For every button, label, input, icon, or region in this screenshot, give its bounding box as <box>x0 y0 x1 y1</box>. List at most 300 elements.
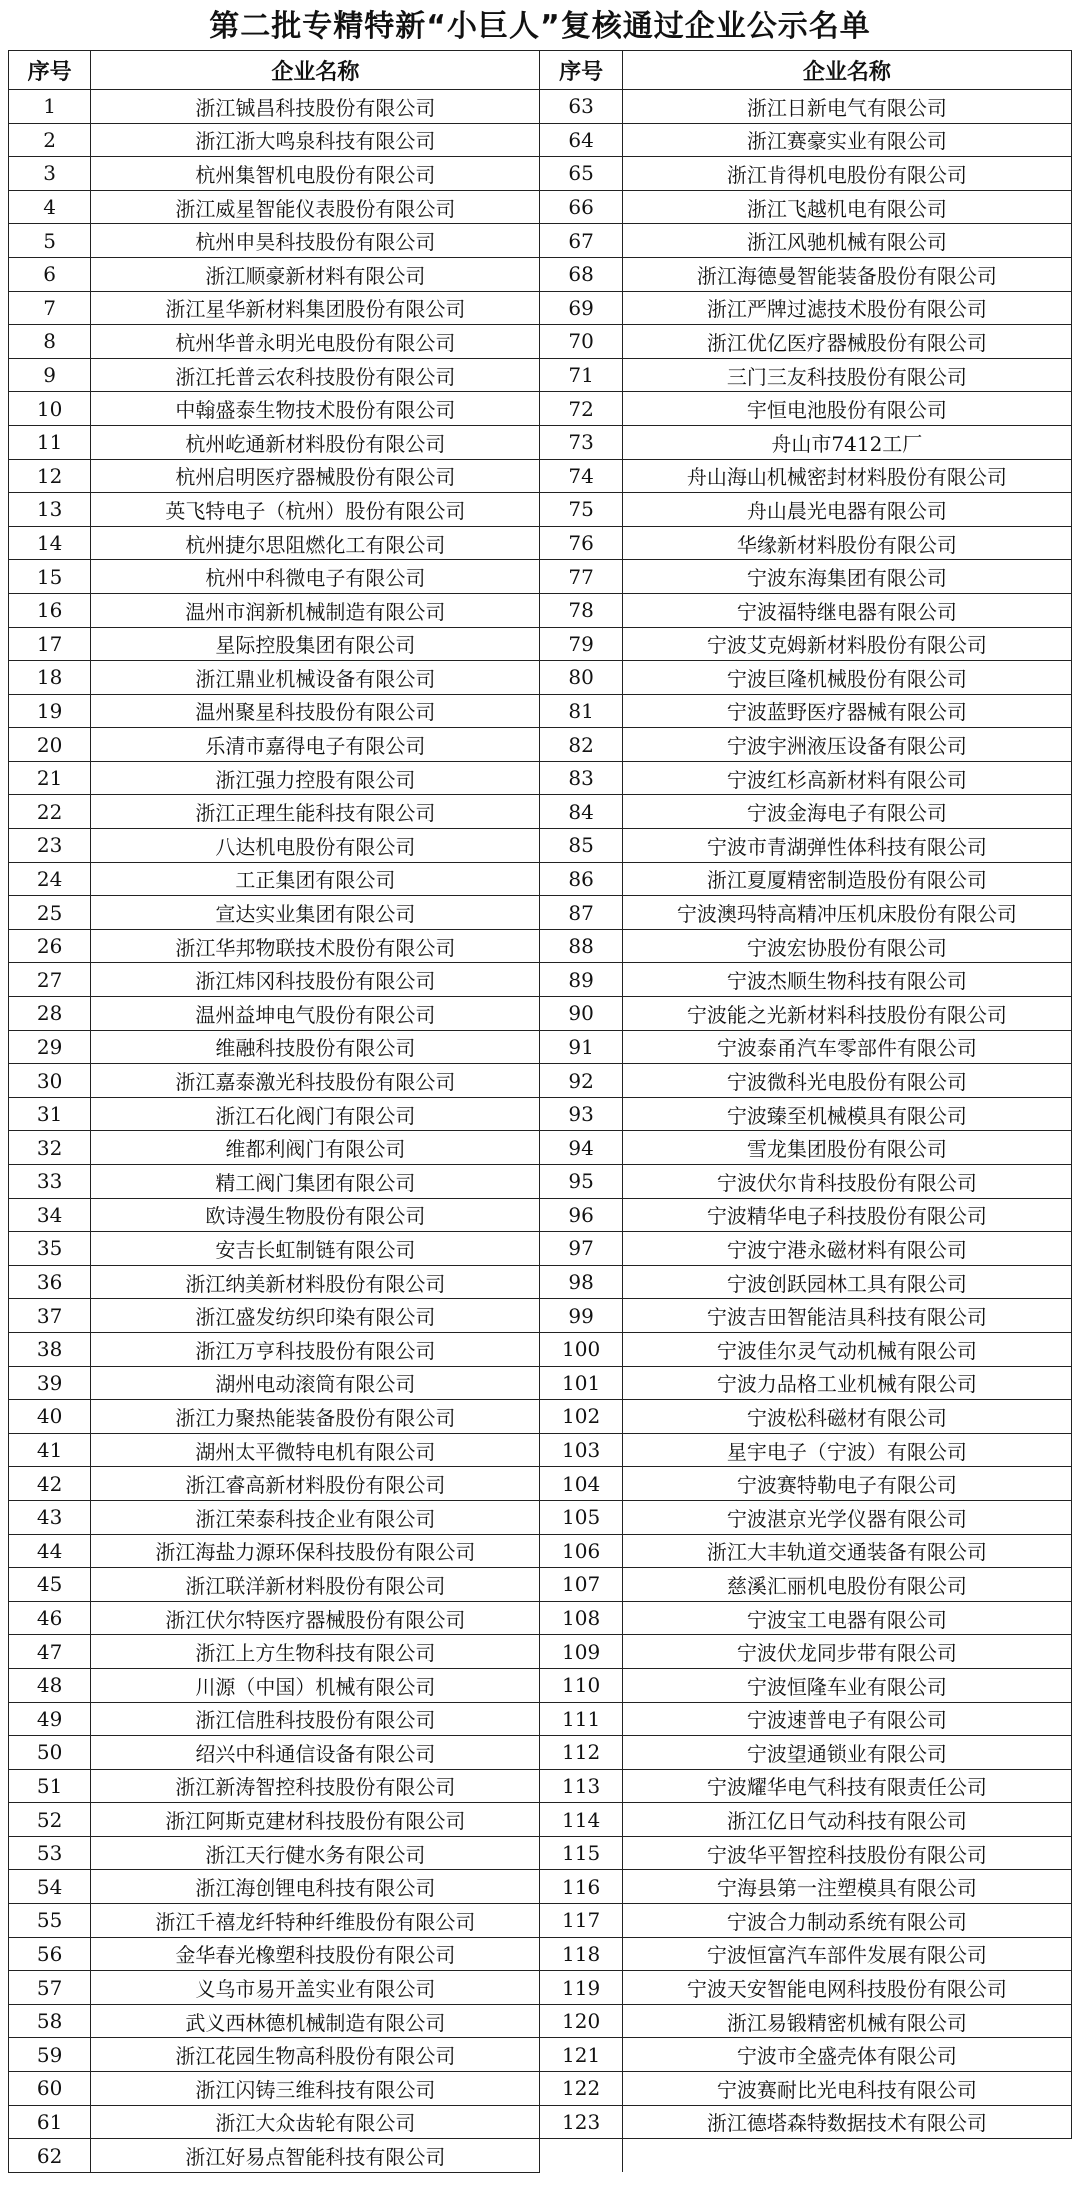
company-name-left: 精工阀门集团有限公司 <box>91 1165 540 1199</box>
company-name-right: 宁波杰顺生物科技有限公司 <box>622 963 1071 997</box>
company-name-right: 舟山市7412工厂 <box>622 425 1071 459</box>
company-name-left: 浙江炜冈科技股份有限公司 <box>91 963 540 997</box>
company-name-left: 杭州华普永明光电股份有限公司 <box>91 325 540 359</box>
company-name-left: 英飞特电子（杭州）股份有限公司 <box>91 493 540 527</box>
company-name-left: 维都利阀门有限公司 <box>91 1131 540 1165</box>
row-number-right: 99 <box>540 1299 622 1333</box>
table-row <box>9 157 1072 191</box>
company-name-left: 浙江联洋新材料股份有限公司 <box>91 1568 540 1602</box>
row-number-right: 110 <box>540 1668 622 1702</box>
company-name-right: 宁波耀华电气科技有限责任公司 <box>622 1769 1071 1803</box>
company-name-right: 宁波松科磁材有限公司 <box>622 1400 1071 1434</box>
table-row <box>9 1870 1072 1904</box>
company-name-left: 温州市润新机械制造有限公司 <box>91 593 540 627</box>
row-number-right: 98 <box>540 1265 622 1299</box>
row-number-right: 70 <box>540 325 622 359</box>
row-number-right: 116 <box>540 1870 622 1904</box>
company-name-left: 浙江闪铸三维科技有限公司 <box>91 2072 540 2106</box>
row-number-left: 46 <box>9 1601 91 1635</box>
row-number-left: 62 <box>9 2139 91 2173</box>
table-row <box>9 1971 1072 2005</box>
table-row <box>9 425 1072 459</box>
row-number-left: 55 <box>9 1904 91 1938</box>
company-name-left: 浙江荣泰科技企业有限公司 <box>91 1500 540 1534</box>
row-number-left: 10 <box>9 392 91 426</box>
row-number-left: 40 <box>9 1400 91 1434</box>
table-row <box>9 761 1072 795</box>
company-name-right: 宁海县第一注塑模具有限公司 <box>622 1870 1071 1904</box>
row-number-left: 7 <box>9 291 91 325</box>
company-name-right: 星宇电子（宁波）有限公司 <box>622 1433 1071 1467</box>
table-row <box>9 1030 1072 1064</box>
company-name-left: 金华春光橡塑科技股份有限公司 <box>91 1937 540 1971</box>
company-name-right: 宁波艾克姆新材料股份有限公司 <box>622 627 1071 661</box>
company-name-left: 星际控股集团有限公司 <box>91 627 540 661</box>
company-name-right: 浙江优亿医疗器械股份有限公司 <box>622 325 1071 359</box>
company-name-left: 杭州启明医疗器械股份有限公司 <box>91 459 540 493</box>
row-number-right: 108 <box>540 1601 622 1635</box>
row-number-right: 69 <box>540 291 622 325</box>
table-row <box>9 190 1072 224</box>
row-number-right: 76 <box>540 526 622 560</box>
company-name-right: 宁波湛京光学仪器有限公司 <box>622 1500 1071 1534</box>
row-number-left: 37 <box>9 1299 91 1333</box>
table-row <box>9 1803 1072 1837</box>
company-name-left: 浙江睿高新材料股份有限公司 <box>91 1467 540 1501</box>
company-name-right: 宁波宝工电器有限公司 <box>622 1601 1071 1635</box>
row-number-left: 57 <box>9 1971 91 2005</box>
table-row <box>9 1097 1072 1131</box>
row-number-left: 61 <box>9 2105 91 2139</box>
company-name-right: 宁波伏尔肯科技股份有限公司 <box>622 1165 1071 1199</box>
company-name-left: 中翰盛泰生物技术股份有限公司 <box>91 392 540 426</box>
row-number-right: 103 <box>540 1433 622 1467</box>
table-row <box>9 1332 1072 1366</box>
company-name-left: 浙江新涛智控科技股份有限公司 <box>91 1769 540 1803</box>
row-number-left: 14 <box>9 526 91 560</box>
company-name-right: 宁波宇洲液压设备有限公司 <box>622 728 1071 762</box>
company-name-right <box>622 2139 1071 2173</box>
table-row <box>9 1769 1072 1803</box>
company-name-left: 欧诗漫生物股份有限公司 <box>91 1198 540 1232</box>
table-row <box>9 459 1072 493</box>
row-number-left: 34 <box>9 1198 91 1232</box>
table-row <box>9 526 1072 560</box>
company-name-left: 浙江强力控股有限公司 <box>91 761 540 795</box>
row-number-right: 93 <box>540 1097 622 1131</box>
company-name-left: 浙江盛发纺织印染有限公司 <box>91 1299 540 1333</box>
company-name-left: 绍兴中科通信设备有限公司 <box>91 1736 540 1770</box>
company-name-right: 三门三友科技股份有限公司 <box>622 358 1071 392</box>
company-name-right: 宁波恒隆车业有限公司 <box>622 1668 1071 1702</box>
company-name-left: 浙江花园生物高科股份有限公司 <box>91 2038 540 2072</box>
row-number-left: 53 <box>9 1836 91 1870</box>
company-name-right: 宁波吉田智能洁具科技有限公司 <box>622 1299 1071 1333</box>
company-name-right: 浙江肯得机电股份有限公司 <box>622 157 1071 191</box>
company-name-right: 雪龙集团股份有限公司 <box>622 1131 1071 1165</box>
company-name-left: 杭州捷尔思阻燃化工有限公司 <box>91 526 540 560</box>
table-row <box>9 1500 1072 1534</box>
table-row <box>9 1702 1072 1736</box>
company-name-left: 浙江阿斯克建材科技股份有限公司 <box>91 1803 540 1837</box>
company-name-right: 宁波巨隆机械股份有限公司 <box>622 661 1071 695</box>
header-name-left: 企业名称 <box>91 51 540 90</box>
company-name-left: 浙江威星智能仪表股份有限公司 <box>91 190 540 224</box>
row-number-right: 82 <box>540 728 622 762</box>
company-name-left: 杭州屹通新材料股份有限公司 <box>91 425 540 459</box>
company-name-left: 浙江海盐力源环保科技股份有限公司 <box>91 1534 540 1568</box>
row-number-left: 2 <box>9 123 91 157</box>
company-name-left: 浙江托普云农科技股份有限公司 <box>91 358 540 392</box>
row-number-left: 43 <box>9 1500 91 1534</box>
table-body <box>9 90 1072 2173</box>
company-name-left: 浙江好易点智能科技有限公司 <box>91 2139 540 2173</box>
row-number-right: 89 <box>540 963 622 997</box>
row-number-right: 119 <box>540 1971 622 2005</box>
company-name-left: 浙江华邦物联技术股份有限公司 <box>91 929 540 963</box>
company-name-right: 宁波创跃园林工具有限公司 <box>622 1265 1071 1299</box>
company-name-right: 宁波力品格工业机械有限公司 <box>622 1366 1071 1400</box>
row-number-left: 51 <box>9 1769 91 1803</box>
company-name-right: 宁波宏协股份有限公司 <box>622 929 1071 963</box>
company-name-right: 宁波伏龙同步带有限公司 <box>622 1635 1071 1669</box>
row-number-right: 77 <box>540 560 622 594</box>
table-row <box>9 1568 1072 1602</box>
row-number-left: 33 <box>9 1165 91 1199</box>
row-number-left: 42 <box>9 1467 91 1501</box>
table-row <box>9 627 1072 661</box>
table-row <box>9 1904 1072 1938</box>
table-row <box>9 795 1072 829</box>
company-name-left: 浙江上方生物科技有限公司 <box>91 1635 540 1669</box>
company-name-right: 宁波望通锁业有限公司 <box>622 1736 1071 1770</box>
row-number-right: 117 <box>540 1904 622 1938</box>
company-name-left: 安吉长虹制链有限公司 <box>91 1232 540 1266</box>
row-number-left: 31 <box>9 1097 91 1131</box>
table-row <box>9 997 1072 1031</box>
table-row <box>9 1836 1072 1870</box>
header-no-right: 序号 <box>540 51 622 90</box>
company-name-right: 宇恒电池股份有限公司 <box>622 392 1071 426</box>
company-name-left: 八达机电股份有限公司 <box>91 829 540 863</box>
row-number-right: 88 <box>540 929 622 963</box>
table-row <box>9 2038 1072 2072</box>
company-name-right: 浙江易锻精密机械有限公司 <box>622 2004 1071 2038</box>
row-number-right: 113 <box>540 1769 622 1803</box>
company-name-right: 宁波红杉高新材料有限公司 <box>622 761 1071 795</box>
company-name-right: 宁波金海电子有限公司 <box>622 795 1071 829</box>
table-row <box>9 1433 1072 1467</box>
company-name-left: 温州聚星科技股份有限公司 <box>91 694 540 728</box>
company-name-right: 宁波市青湖弹性体科技有限公司 <box>622 829 1071 863</box>
company-name-left: 温州益坤电气股份有限公司 <box>91 997 540 1031</box>
company-name-right: 宁波天安智能电网科技股份有限公司 <box>622 1971 1071 2005</box>
header-no-left: 序号 <box>9 51 91 90</box>
row-number-right: 118 <box>540 1937 622 1971</box>
row-number-right: 85 <box>540 829 622 863</box>
table-row <box>9 1601 1072 1635</box>
table-row <box>9 593 1072 627</box>
row-number-left: 48 <box>9 1668 91 1702</box>
row-number-left: 47 <box>9 1635 91 1669</box>
row-number-right: 81 <box>540 694 622 728</box>
company-name-left: 浙江铖昌科技股份有限公司 <box>91 90 540 124</box>
row-number-left: 49 <box>9 1702 91 1736</box>
table-row <box>9 728 1072 762</box>
row-number-right: 90 <box>540 997 622 1031</box>
company-name-right: 宁波佳尔灵气动机械有限公司 <box>622 1332 1071 1366</box>
table-row <box>9 291 1072 325</box>
company-name-right: 浙江德塔森特数据技术有限公司 <box>622 2105 1071 2139</box>
row-number-right: 64 <box>540 123 622 157</box>
company-table <box>8 50 1072 2173</box>
row-number-left: 16 <box>9 593 91 627</box>
row-number-left: 20 <box>9 728 91 762</box>
table-row <box>9 1736 1072 1770</box>
row-number-left: 41 <box>9 1433 91 1467</box>
company-name-left: 武义西林德机械制造有限公司 <box>91 2004 540 2038</box>
row-number-left: 17 <box>9 627 91 661</box>
row-number-left: 30 <box>9 1064 91 1098</box>
row-number-right: 72 <box>540 392 622 426</box>
company-name-right: 宁波精华电子科技股份有限公司 <box>622 1198 1071 1232</box>
table-row <box>9 358 1072 392</box>
row-number-left: 5 <box>9 224 91 258</box>
row-number-right: 74 <box>540 459 622 493</box>
row-number-left: 15 <box>9 560 91 594</box>
company-name-left: 浙江顺豪新材料有限公司 <box>91 257 540 291</box>
row-number-right: 111 <box>540 1702 622 1736</box>
table-row <box>9 123 1072 157</box>
row-number-left: 24 <box>9 862 91 896</box>
table-row <box>9 1534 1072 1568</box>
company-name-right: 舟山晨光电器有限公司 <box>622 493 1071 527</box>
row-number-left: 19 <box>9 694 91 728</box>
row-number-right: 100 <box>540 1332 622 1366</box>
row-number-left: 8 <box>9 325 91 359</box>
company-name-left: 工正集团有限公司 <box>91 862 540 896</box>
row-number-left: 35 <box>9 1232 91 1266</box>
company-name-left: 维融科技股份有限公司 <box>91 1030 540 1064</box>
company-name-right: 宁波福特继电器有限公司 <box>622 593 1071 627</box>
row-number-right: 63 <box>540 90 622 124</box>
row-number-right: 71 <box>540 358 622 392</box>
row-number-left: 13 <box>9 493 91 527</box>
table-row <box>9 257 1072 291</box>
company-name-right: 浙江严牌过滤技术股份有限公司 <box>622 291 1071 325</box>
table-row <box>9 1299 1072 1333</box>
company-name-right: 宁波泰甬汽车零部件有限公司 <box>622 1030 1071 1064</box>
row-number-left: 54 <box>9 1870 91 1904</box>
row-number-left: 44 <box>9 1534 91 1568</box>
table-row <box>9 1198 1072 1232</box>
row-number-right: 96 <box>540 1198 622 1232</box>
row-number-left: 28 <box>9 997 91 1031</box>
company-name-left: 浙江纳美新材料股份有限公司 <box>91 1265 540 1299</box>
row-number-left: 52 <box>9 1803 91 1837</box>
row-number-right: 104 <box>540 1467 622 1501</box>
row-number-right: 91 <box>540 1030 622 1064</box>
company-name-left: 浙江信胜科技股份有限公司 <box>91 1702 540 1736</box>
row-number-left: 39 <box>9 1366 91 1400</box>
company-name-left: 宣达实业集团有限公司 <box>91 896 540 930</box>
company-name-right: 宁波赛耐比光电科技有限公司 <box>622 2072 1071 2106</box>
row-number-left: 9 <box>9 358 91 392</box>
page-title: 第二批专精特新“小巨人”复核通过企业公示名单 <box>209 9 871 44</box>
table-row <box>9 1165 1072 1199</box>
company-name-left: 湖州电动滚筒有限公司 <box>91 1366 540 1400</box>
table-header-row <box>9 51 1072 90</box>
table-row <box>9 1265 1072 1299</box>
table-row <box>9 2004 1072 2038</box>
company-name-left: 浙江石化阀门有限公司 <box>91 1097 540 1131</box>
company-name-right: 宁波能之光新材料科技股份有限公司 <box>622 997 1071 1031</box>
company-name-left: 义乌市易开盖实业有限公司 <box>91 1971 540 2005</box>
company-name-right: 浙江亿日气动科技有限公司 <box>622 1803 1071 1837</box>
table-row <box>9 829 1072 863</box>
row-number-left: 60 <box>9 2072 91 2106</box>
table-row <box>9 1668 1072 1702</box>
company-name-right: 舟山海山机械密封材料股份有限公司 <box>622 459 1071 493</box>
row-number-right: 120 <box>540 2004 622 2038</box>
row-number-left: 56 <box>9 1937 91 1971</box>
row-number-left: 12 <box>9 459 91 493</box>
company-name-right: 宁波微科光电股份有限公司 <box>622 1064 1071 1098</box>
row-number-right: 115 <box>540 1836 622 1870</box>
company-name-left: 浙江鼎业机械设备有限公司 <box>91 661 540 695</box>
company-name-right: 慈溪汇丽机电股份有限公司 <box>622 1568 1071 1602</box>
company-name-left: 浙江大众齿轮有限公司 <box>91 2105 540 2139</box>
table-row <box>9 1937 1072 1971</box>
row-number-left: 21 <box>9 761 91 795</box>
table-row <box>9 1131 1072 1165</box>
table-row <box>9 862 1072 896</box>
company-name-right: 浙江夏厦精密制造股份有限公司 <box>622 862 1071 896</box>
company-name-left: 浙江力聚热能装备股份有限公司 <box>91 1400 540 1434</box>
table-row <box>9 560 1072 594</box>
row-number-right: 109 <box>540 1635 622 1669</box>
table-row <box>9 1467 1072 1501</box>
row-number-right: 79 <box>540 627 622 661</box>
table-row <box>9 2072 1072 2106</box>
row-number-right: 78 <box>540 593 622 627</box>
company-name-right: 宁波宁港永磁材料有限公司 <box>622 1232 1071 1266</box>
row-number-left: 38 <box>9 1332 91 1366</box>
table-row <box>9 1635 1072 1669</box>
company-name-right: 宁波速普电子有限公司 <box>622 1702 1071 1736</box>
company-name-right: 宁波华平智控科技股份有限公司 <box>622 1836 1071 1870</box>
company-name-left: 浙江伏尔特医疗器械股份有限公司 <box>91 1601 540 1635</box>
row-number-right: 94 <box>540 1131 622 1165</box>
row-number-left: 6 <box>9 257 91 291</box>
company-name-left: 乐清市嘉得电子有限公司 <box>91 728 540 762</box>
row-number-left: 36 <box>9 1265 91 1299</box>
row-number-right: 92 <box>540 1064 622 1098</box>
row-number-right: 102 <box>540 1400 622 1434</box>
company-name-right: 浙江风驰机械有限公司 <box>622 224 1071 258</box>
company-name-right: 宁波臻至机械模具有限公司 <box>622 1097 1071 1131</box>
row-number-left: 22 <box>9 795 91 829</box>
row-number-left: 25 <box>9 896 91 930</box>
company-name-left: 浙江万亨科技股份有限公司 <box>91 1332 540 1366</box>
table-row <box>9 661 1072 695</box>
table-row <box>9 1232 1072 1266</box>
row-number-left: 23 <box>9 829 91 863</box>
company-name-right: 宁波东海集团有限公司 <box>622 560 1071 594</box>
row-number-right: 114 <box>540 1803 622 1837</box>
row-number-right: 87 <box>540 896 622 930</box>
company-name-left: 浙江千禧龙纤特种纤维股份有限公司 <box>91 1904 540 1938</box>
row-number-left: 50 <box>9 1736 91 1770</box>
row-number-left: 1 <box>9 90 91 124</box>
company-name-left: 川源（中国）机械有限公司 <box>91 1668 540 1702</box>
table-row <box>9 694 1072 728</box>
company-name-right: 华缘新材料股份有限公司 <box>622 526 1071 560</box>
row-number-right: 86 <box>540 862 622 896</box>
row-number-right: 101 <box>540 1366 622 1400</box>
table-row <box>9 325 1072 359</box>
row-number-right: 84 <box>540 795 622 829</box>
row-number-left: 3 <box>9 157 91 191</box>
row-number-right: 105 <box>540 1500 622 1534</box>
row-number-right: 75 <box>540 493 622 527</box>
company-name-right: 宁波澳玛特高精冲压机床股份有限公司 <box>622 896 1071 930</box>
row-number-right: 66 <box>540 190 622 224</box>
company-name-right: 宁波市全盛壳体有限公司 <box>622 2038 1071 2072</box>
company-name-left: 湖州太平微特电机有限公司 <box>91 1433 540 1467</box>
header-name-right: 企业名称 <box>622 51 1071 90</box>
company-name-right: 宁波蓝野医疗器械有限公司 <box>622 694 1071 728</box>
table-row <box>9 224 1072 258</box>
company-name-left: 浙江嘉泰激光科技股份有限公司 <box>91 1064 540 1098</box>
company-name-left: 浙江星华新材料集团股份有限公司 <box>91 291 540 325</box>
row-number-left: 59 <box>9 2038 91 2072</box>
table-row <box>9 90 1072 124</box>
company-name-left: 浙江浙大鸣泉科技有限公司 <box>91 123 540 157</box>
row-number-right: 80 <box>540 661 622 695</box>
row-number-left: 26 <box>9 929 91 963</box>
table-row <box>9 963 1072 997</box>
row-number-left: 58 <box>9 2004 91 2038</box>
company-name-right: 宁波赛特勒电子有限公司 <box>622 1467 1071 1501</box>
table-row <box>9 929 1072 963</box>
row-number-right: 121 <box>540 2038 622 2072</box>
row-number-right: 107 <box>540 1568 622 1602</box>
row-number-left: 27 <box>9 963 91 997</box>
table-row <box>9 2105 1072 2139</box>
row-number-left: 29 <box>9 1030 91 1064</box>
row-number-right: 97 <box>540 1232 622 1266</box>
table-row <box>9 493 1072 527</box>
company-name-right: 浙江赛豪实业有限公司 <box>622 123 1071 157</box>
row-number-left: 18 <box>9 661 91 695</box>
row-number-right: 65 <box>540 157 622 191</box>
row-number-right: 112 <box>540 1736 622 1770</box>
row-number-right: 106 <box>540 1534 622 1568</box>
row-number-left: 32 <box>9 1131 91 1165</box>
company-name-right: 宁波恒富汽车部件发展有限公司 <box>622 1937 1071 1971</box>
table-row <box>9 1366 1072 1400</box>
row-number-right: 83 <box>540 761 622 795</box>
company-name-left: 浙江海创锂电科技有限公司 <box>91 1870 540 1904</box>
row-number-right: 95 <box>540 1165 622 1199</box>
row-number-left: 11 <box>9 425 91 459</box>
row-number-right <box>540 2139 622 2173</box>
table-row <box>9 1064 1072 1098</box>
company-name-right: 浙江海德曼智能装备股份有限公司 <box>622 257 1071 291</box>
table-row <box>9 896 1072 930</box>
table-row <box>9 2139 1072 2173</box>
